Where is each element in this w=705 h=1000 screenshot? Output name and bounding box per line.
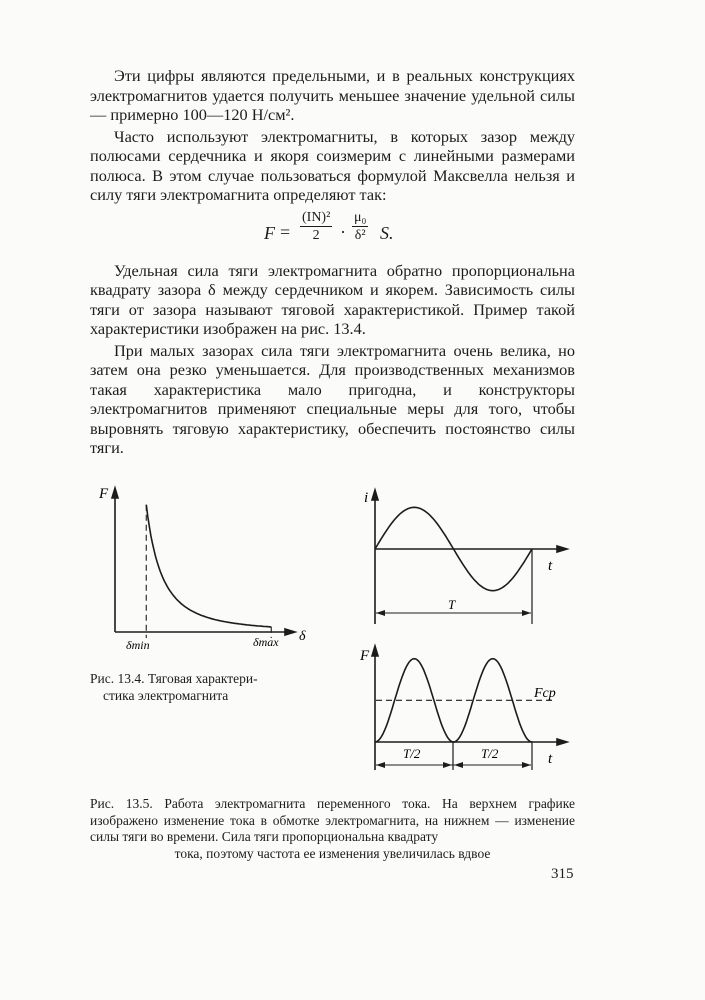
fig134-curve (146, 505, 271, 627)
paragraph-3: Удельная сила тяги электромагнита обратно пропорциональна квадрату зазора δ между сердечником и якорем. Зависимость силы тяги от зазора называют тяговой характеристикой. Пример такой характеристики изображен на рис. 13.4. (90, 260, 575, 338)
fig134-y-arrow (112, 488, 118, 498)
fig135-period-label: T (448, 597, 456, 612)
fig135-top-axes (372, 490, 567, 624)
figure-13-4-caption-line-1: Рис. 13.4. Тяговая характери- (90, 671, 258, 686)
fig135-bottom-axes (372, 646, 567, 770)
fig135-top-x-label: t (548, 558, 553, 574)
fig134-x-label: δ (299, 629, 306, 644)
fig135-top-y-arrow (372, 490, 378, 500)
fig134-axes (112, 488, 295, 635)
fig135-half-period-label-1: T/2 (403, 746, 421, 761)
fig135-period-arrow-left (376, 610, 385, 616)
fig134-y-label: F (99, 486, 109, 502)
force-formula (90, 205, 575, 261)
formula-multiply: · (340, 221, 346, 242)
fig135-average-label: Fср (534, 686, 556, 701)
figure-13-5 (326, 478, 580, 781)
fig135-top-x-arrow (557, 546, 567, 552)
paragraph-4: При малых зазорах сила тяги электромагнита очень велика, но затем она резко уменьшается. Для производственных механизмов такая характеристика мало пригодна, и конструкторы электромагнитов применяют специальные меры для того, чтобы выровнять тяговую характеристику, обеспечить постоянство силы тяги. (90, 340, 575, 457)
fig134-dmax-label: δmax (253, 635, 279, 649)
figure-13-5-caption (90, 796, 575, 862)
paragraph-1: Эти цифры являются предельными, и в реальных конструкциях электромагнитов удается получить меньшее значение удельной силы — примерно 100—120 Н/см². (90, 66, 575, 124)
fig135-half-arrow-3 (454, 762, 463, 768)
fig135-half-arrow-1 (376, 762, 385, 768)
figure-13-4 (88, 484, 320, 659)
fig135-top-y-label: i (364, 490, 369, 506)
formula-fraction-2 (352, 210, 368, 245)
fig135-half-period-label-2: T/2 (481, 746, 499, 761)
fig135-bottom-x-label: t (548, 751, 553, 767)
body-text (90, 66, 575, 458)
formula-fraction-2-denominator: δ² (354, 227, 366, 243)
fig135-half-arrow-4 (522, 762, 531, 768)
fig134-x-arrow (285, 629, 295, 635)
fig135-period-arrow-right (522, 610, 531, 616)
fig135-bottom-y-label: F (360, 648, 370, 664)
fig135-bottom-x-arrow (557, 739, 567, 745)
formula-equals: = (280, 221, 291, 242)
formula-fraction-1 (300, 210, 332, 245)
page-number: 315 (551, 866, 574, 882)
figure-13-4-caption (90, 670, 325, 704)
formula-rhs: S. (380, 222, 394, 243)
fig135-half-arrow-2 (443, 762, 452, 768)
fig134-dmin-label: δmin (126, 638, 150, 652)
formula-lhs: F (264, 222, 275, 243)
formula-fraction-1-denominator: 2 (312, 227, 320, 243)
figure-13-4-caption-line-2: стика электромагнита (103, 688, 229, 703)
formula-fraction-1-numerator: (IN)² (302, 209, 331, 225)
figure-13-5-caption-last-line: тока, поэтому частота ее изменения увеличилась вдвое (174, 845, 491, 861)
formula-fraction-2-numerator: μ₀ (354, 209, 367, 225)
paragraph-2: Часто используют электромагниты, в которых зазор между полюсами сердечника и якоря соизмерим с линейными размерами полюса. В этом случае пользоваться формулой Максвелла нельзя и силу тяги электромагнита определяют так: (90, 126, 575, 204)
figure-13-5-caption-text: Рис. 13.5. Работа электромагнита переменного тока. На верхнем графике изображено изменение тока в обмотке электромагнита, на нижнем — изменение силы тяги во времени. Сила тяги пропорциональна квадрату (90, 796, 575, 844)
fig135-bottom-y-arrow (372, 646, 378, 656)
